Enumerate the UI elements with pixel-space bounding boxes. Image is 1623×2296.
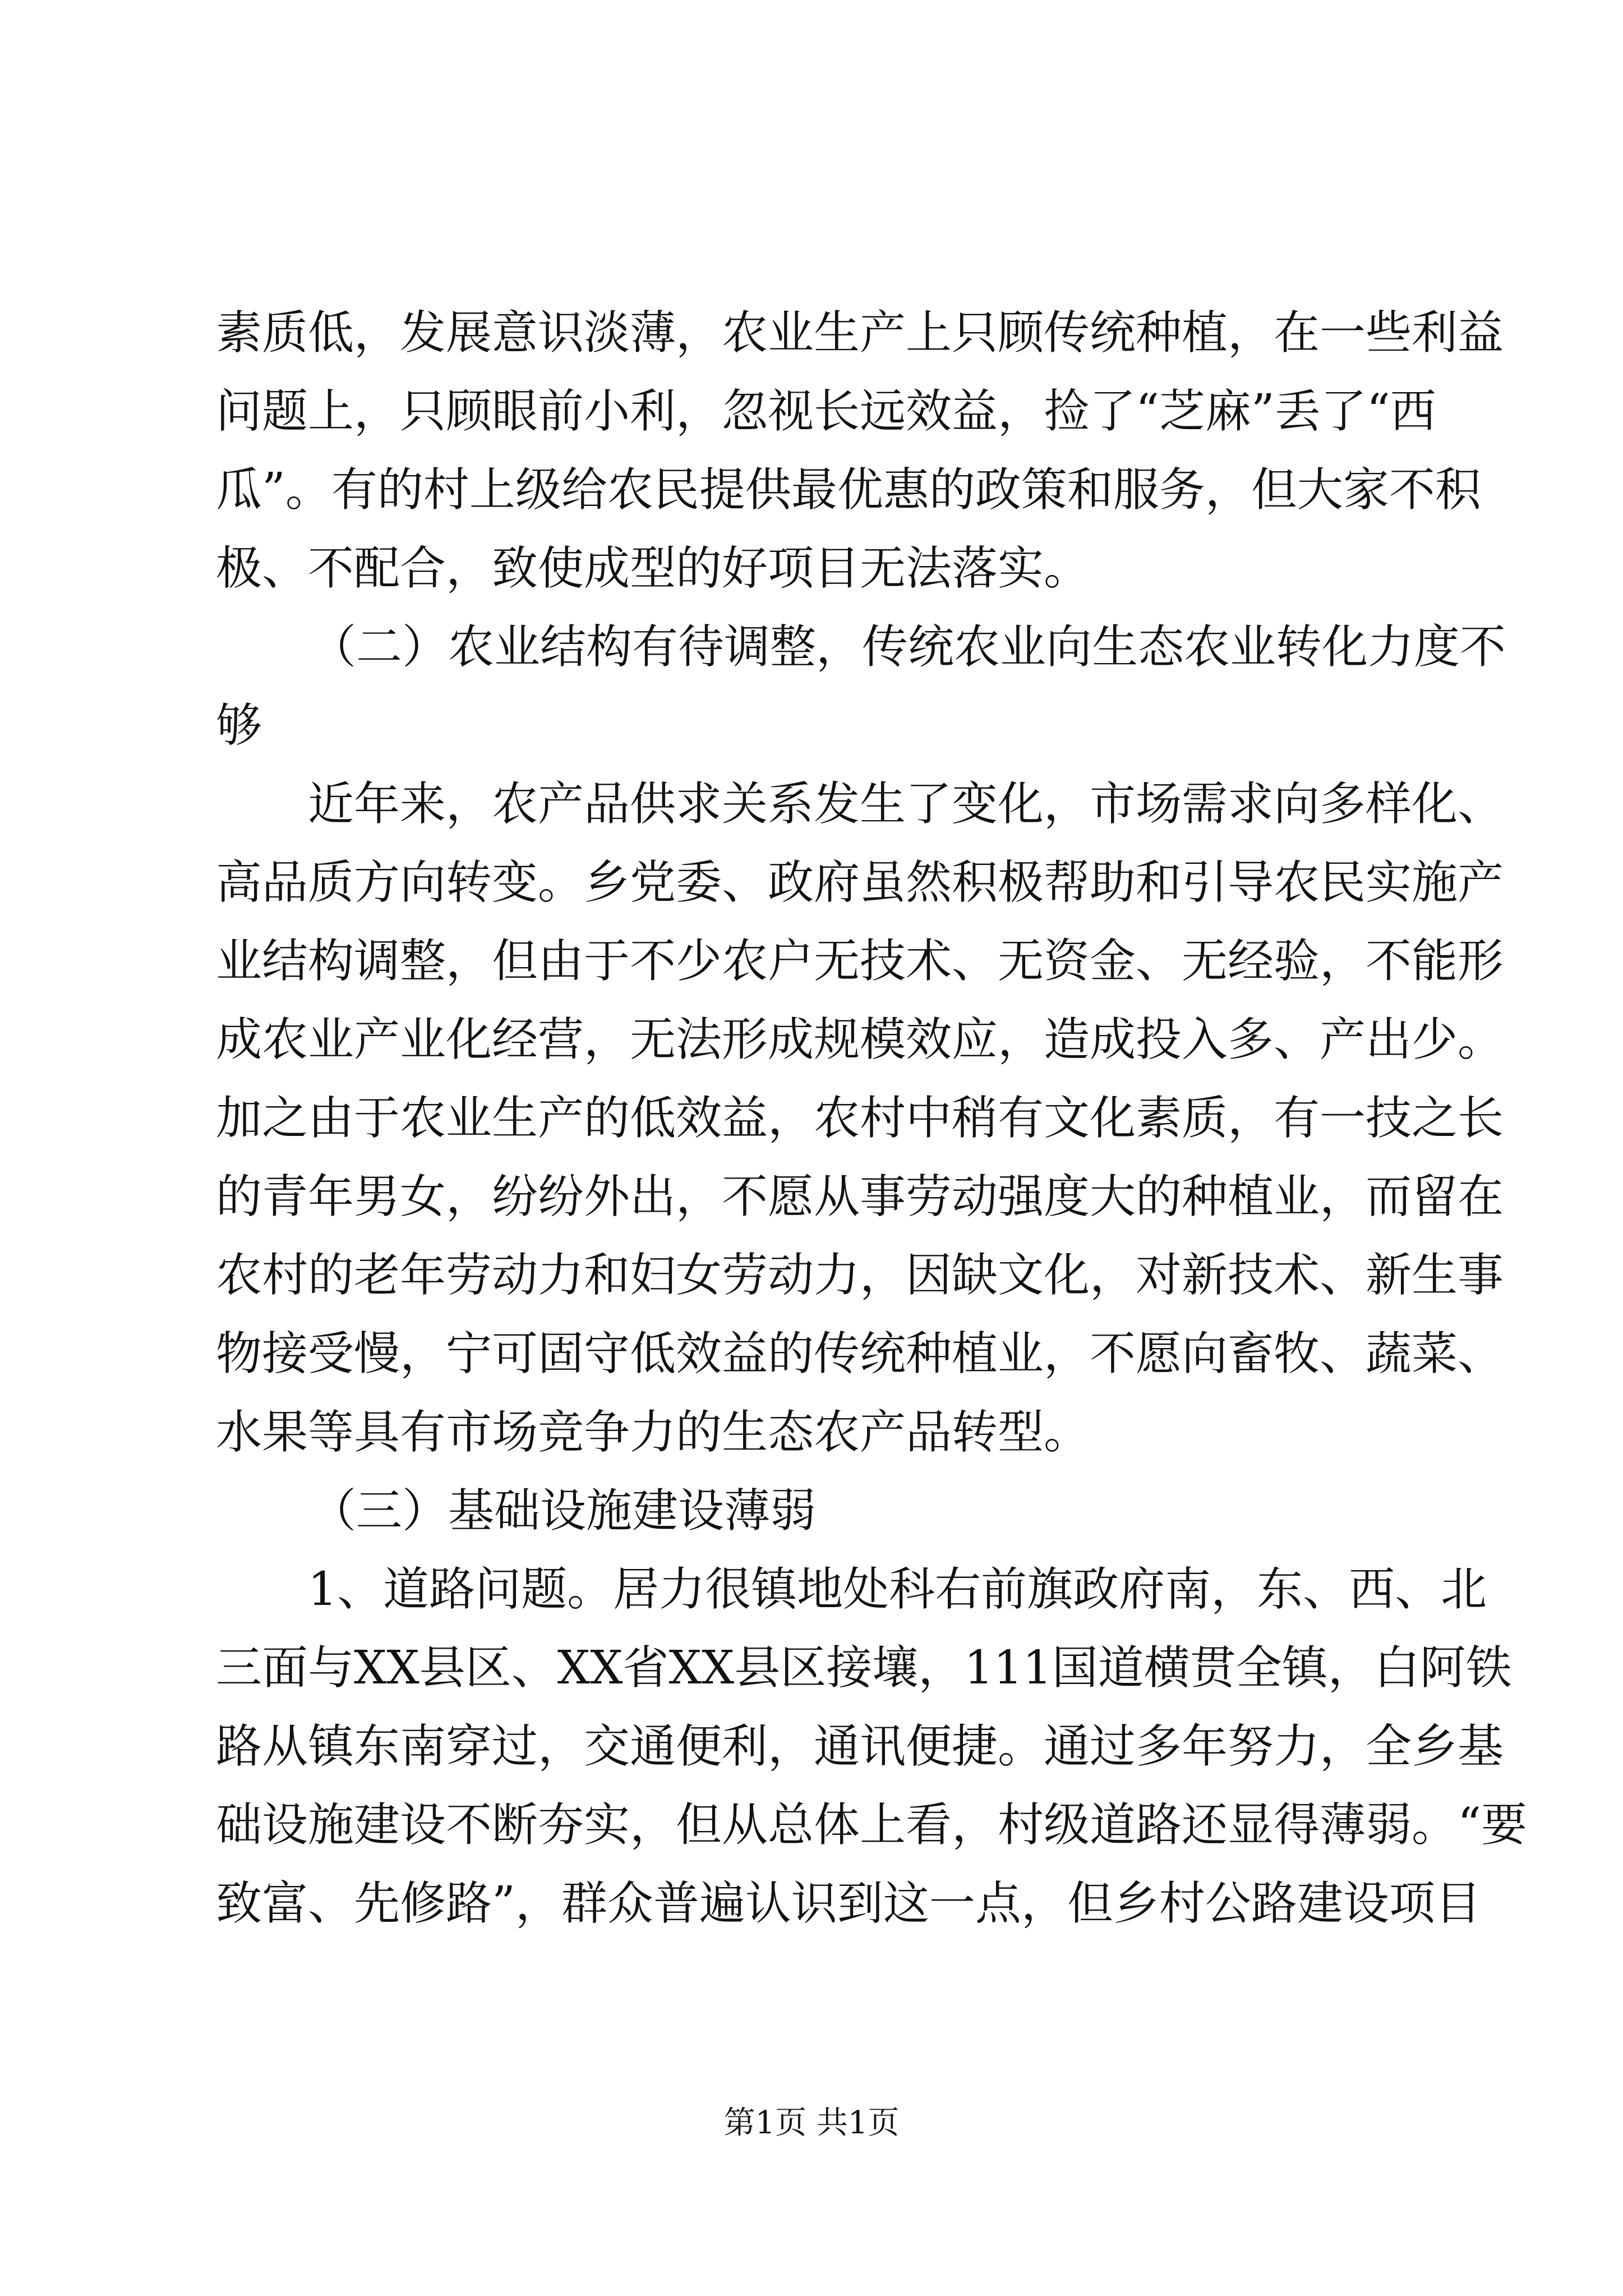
paragraph-line: 加之由于农业生产的低效益，农村中稍有文化素质，有一技之长 — [216, 1092, 1504, 1145]
section-heading-line: （二）农业结构有待调整，传统农业向生态农业转化力度不 — [310, 620, 1506, 674]
paragraph-line: 三面与XX县区、XX省XX县区接壤，111国道横贯全镇，白阿铁 — [216, 1641, 1512, 1695]
paragraph-line: 问题上，只顾眼前小利，忽视长远效益，捡了“芝麻”丢了“西 — [216, 385, 1436, 438]
paragraph-line: 1、道路问题。居力很镇地处科右前旗政府南，东、西、北 — [308, 1563, 1487, 1616]
paragraph-line: 物接受慢，宁可固守低效益的传统种植业，不愿向畜牧、蔬菜、 — [216, 1327, 1504, 1381]
paragraph-line: 成农业产业化经营，无法形成规模效应，造成投入多、产出少。 — [216, 1013, 1504, 1066]
paragraph-line: 素质低，发展意识淡薄，农业生产上只顾传统种植，在一些利益 — [216, 306, 1504, 360]
paragraph-line: 近年来，农产品供求关系发生了变化，市场需求向多样化、 — [308, 777, 1504, 831]
paragraph-line: 高品质方向转变。乡党委、政府虽然积极帮助和引导农民实施产 — [216, 856, 1504, 909]
paragraph-line: 极、不配合，致使成型的好项目无法落实。 — [216, 542, 1090, 595]
page-footer: 第1页 共1页 — [723, 2105, 900, 2141]
paragraph-line: 础设施建设不断夯实，但从总体上看，村级道路还显得薄弱。“要 — [216, 1798, 1527, 1852]
section-heading-line: （三）基础设施建设薄弱 — [310, 1484, 817, 1538]
section-heading-line: 够 — [216, 699, 262, 752]
paragraph-line: 业结构调整，但由于不少农户无技术、无资金、无经验，不能形 — [216, 935, 1504, 988]
paragraph-line: 水果等具有市场竞争力的生态农产品转型。 — [216, 1406, 1090, 1459]
paragraph-line: 致富、先修路”，群众普遍认识到这一点，但乡村公路建设项目 — [216, 1877, 1481, 1930]
body-text — [216, 294, 1527, 1943]
paragraph-line: 农村的老年劳动力和妇女劳动力，因缺文化，对新技术、新生事 — [216, 1249, 1504, 1302]
paragraph-line: 瓜”。有的村上级给农民提供最优惠的政策和服务，但大家不积 — [216, 463, 1481, 517]
paragraph-line: 的青年男女，纷纷外出，不愿从事劳动强度大的种植业，而留在 — [216, 1170, 1504, 1223]
paragraph-line: 路从镇东南穿过，交通便利，通讯便捷。通过多年努力，全乡基 — [216, 1720, 1504, 1773]
